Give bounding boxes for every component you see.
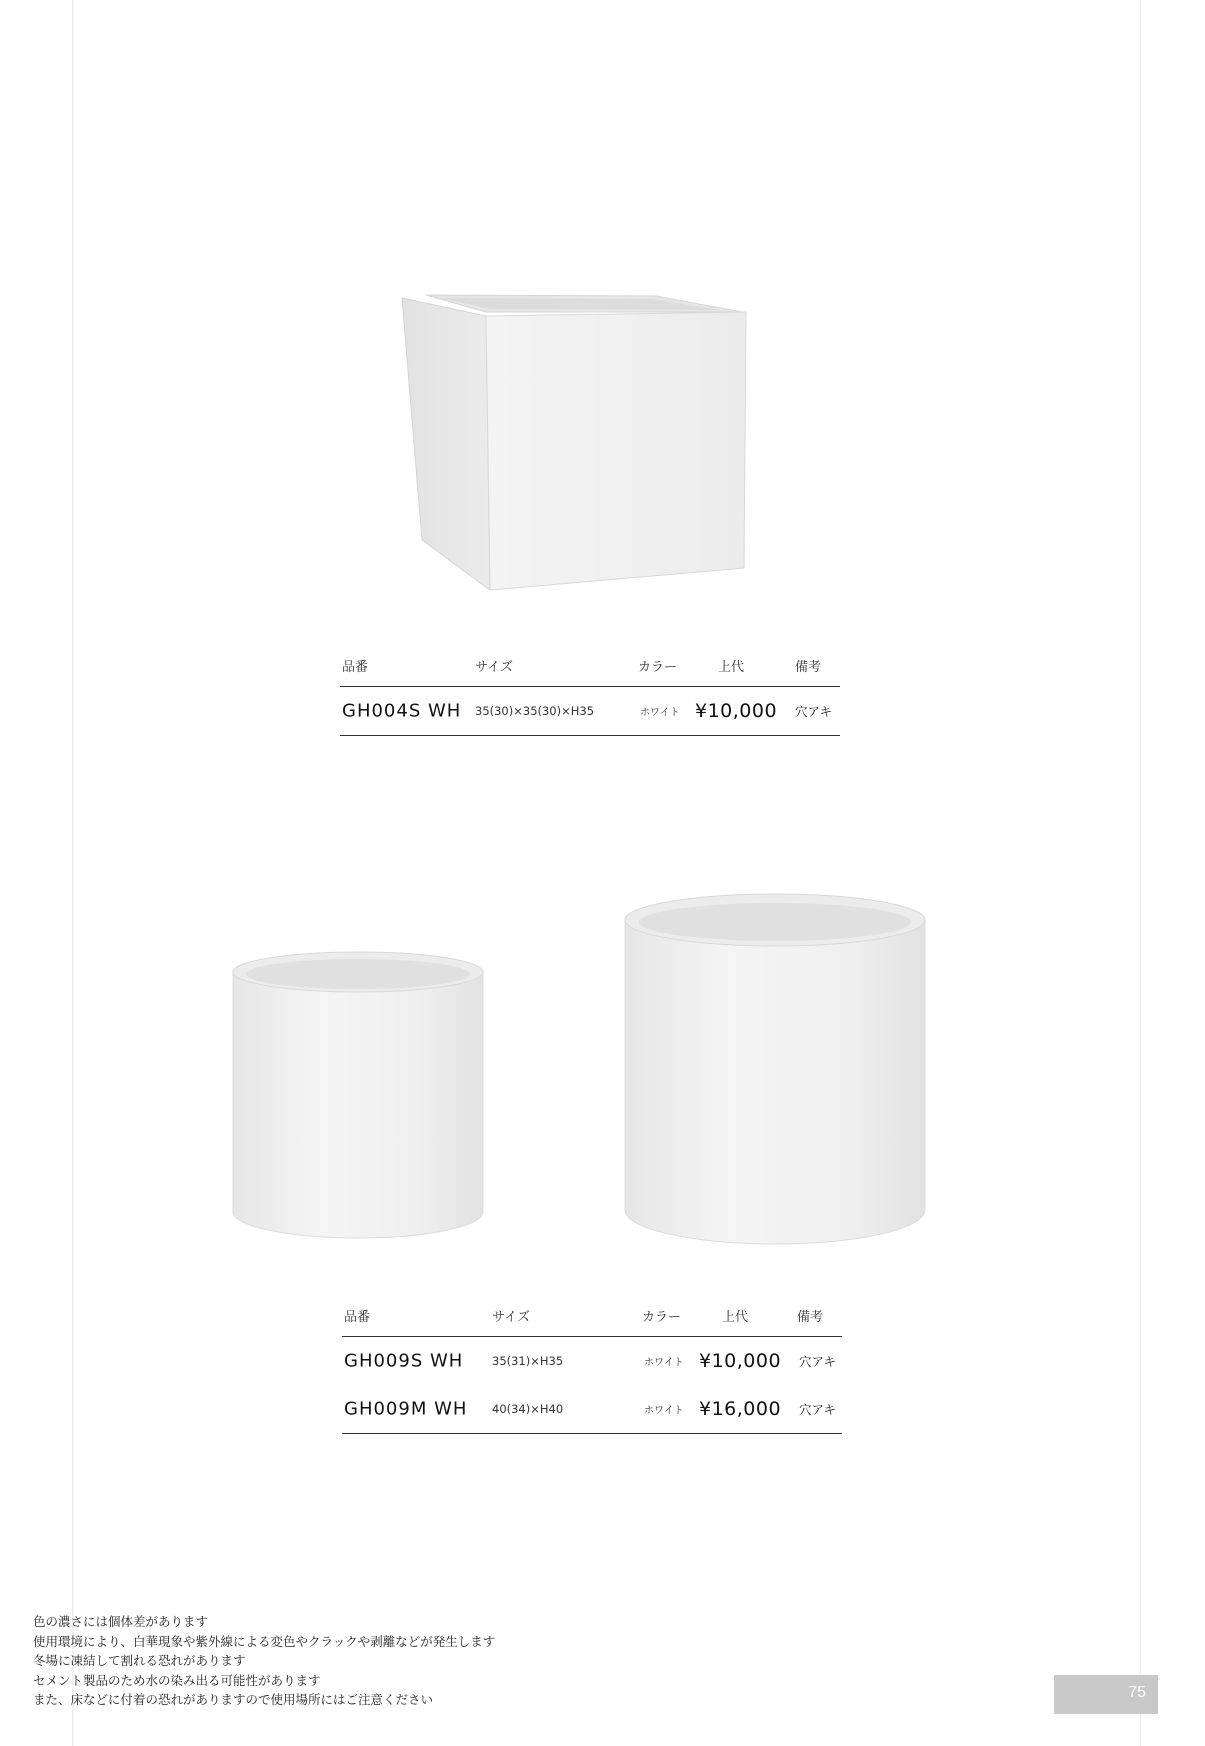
header-size: サイズ [475,660,513,675]
header-price: 上代 [718,660,745,675]
page-number: 75 [1128,1684,1146,1701]
product-note: 穴アキ [799,1402,837,1417]
page-gutter-shadow [72,0,74,1746]
square-planter-image [400,290,760,600]
product-code: GH009S WH [344,1350,464,1372]
header-color: カラー [638,660,678,675]
note-line: 冬場に凍結して割れる恐れがあります [33,1653,246,1668]
table-row [342,1385,842,1434]
header-color: カラー [642,1310,682,1325]
product-price: ¥16,000 [699,1398,782,1420]
table-row [340,687,840,736]
page-number-tab [1054,1675,1158,1714]
table-row [342,1337,842,1385]
product-price: ¥10,000 [695,700,778,722]
round-planter-medium-image [620,890,930,1250]
spec-table-square [340,652,840,736]
header-code: 品番 [342,660,369,675]
page-edge-line [1140,0,1141,1746]
product-color: ホワイト [644,1357,684,1369]
product-size: 40(34)×H40 [492,1402,564,1416]
product-size: 35(30)×35(30)×H35 [475,704,595,718]
product-color: ホワイト [644,1405,684,1417]
product-color: ホワイト [640,707,680,719]
product-code: GH004S WH [342,700,462,722]
note-line: セメント製品のため水の染み出る可能性があります [33,1672,321,1688]
product-size: 35(31)×H35 [492,1354,564,1368]
table-header-row [342,1302,842,1337]
note-line: 色の濃さには個体差があります [33,1614,209,1629]
header-code: 品番 [344,1310,371,1325]
header-note: 備考 [795,660,822,675]
product-note: 穴アキ [799,1354,837,1369]
header-size: サイズ [492,1310,530,1325]
note-line: 使用環境により、白華現象や紫外線による変色やクラックや剥離などが発生します [33,1633,496,1649]
table-header-row [340,652,840,687]
product-price: ¥10,000 [699,1350,782,1372]
note-line: また、床などに付着の恐れがありますので使用場所にはご注意ください [33,1692,434,1707]
product-note: 穴アキ [795,704,833,719]
spec-table-round [342,1302,842,1434]
round-planter-small-image [228,950,488,1250]
header-note: 備考 [797,1310,824,1325]
care-notes [33,1612,495,1710]
product-code: GH009M WH [344,1398,468,1420]
header-price: 上代 [722,1310,749,1325]
